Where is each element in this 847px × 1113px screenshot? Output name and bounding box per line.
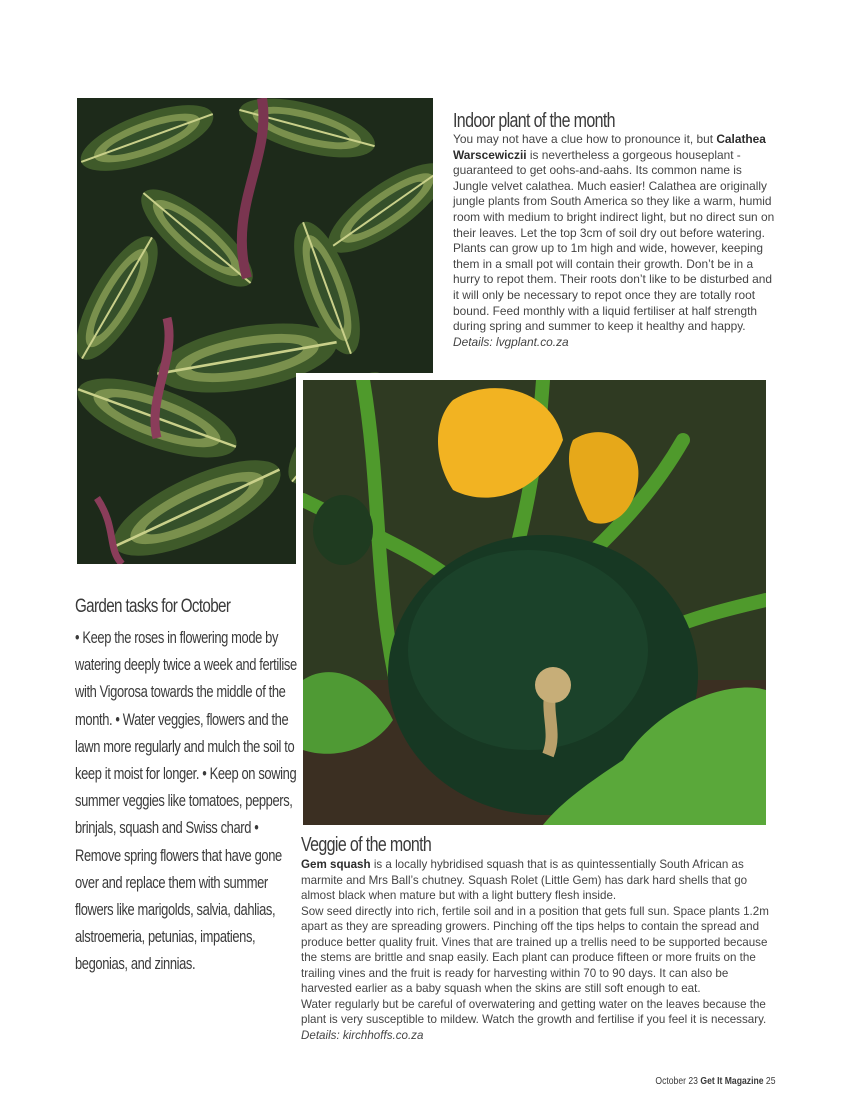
footer-magazine: Get It Magazine — [699, 1075, 764, 1087]
footer-issue: October 23 — [654, 1075, 698, 1087]
indoor-plant-name: Calathea Warscewiczii — [453, 132, 766, 162]
indoor-plant-heading: Indoor plant of the month — [453, 110, 615, 132]
indoor-plant-article — [453, 132, 775, 350]
veggie-paragraph-2: Sow seed directly into rich, fertile soil and in a position that gets full sun. Space plants 1.2m apart as they are spreading growers. Pinching off the tips helps to contain the spread and produce better quality fruit. Vines that are trained up a trellis need to be supported because the stems are brittle and snap easily. Each plant can produce fifteen or more fruits on the trailing vines and the fruit is ready for harvesting within 70 to 90 days. It can also be harvested earlier as a baby squash when the skins are still soft enough to eat. — [301, 904, 769, 995]
garden-tasks-heading: Garden tasks for October — [75, 596, 231, 617]
veggie-paragraph-3 — [301, 997, 771, 1044]
page-footer — [655, 1075, 775, 1087]
veggie-care: Water regularly but be careful of overwatering and getting water on the leaves because the plant is very susceptible to mildew. Watch the growth and fertilise if you feel it is necessary. — [301, 997, 767, 1026]
veggie-name: Gem squash — [301, 858, 371, 871]
indoor-plant-intro: You may not have a clue how to pronounce it, but — [453, 132, 714, 146]
page-number: 25 — [765, 1075, 775, 1087]
indoor-plant-details-link[interactable]: Details: lvgplant.co.za — [453, 334, 569, 349]
veggie-heading: Veggie of the month — [301, 834, 432, 856]
gem-squash-illustration — [303, 380, 766, 825]
indoor-plant-body: is nevertheless a gorgeous houseplant - guaranteed to get oohs-and-aahs. Its common name is Jungle velvet calathea. Much easier! Calathea are originally jungle plants from South America so they like a warm, humid room with medium to bright indirect light, but no direct sun on their leaves. Let the top 3cm of soil dry out before watering. Plants can grow up to 1m high and wide, however, keeping them in a small pot will contain their growth. Don’t be in a hurry to repot them. Their roots don’t like to be disturbed and it will only be necessary to repot once they are totally root bound. Feed monthly with a liquid fertiliser at half strength during spring and summer to keep it healthy and happy. — [453, 147, 775, 334]
gem-squash-photo — [296, 373, 773, 825]
veggie-intro: is a locally hybridised squash that is as quintessentially South African as marmite and Mrs Ball’s chutney. Squash Rolet (Little Gem) has dark hard shells that go almost black when mature but with a light buttery flesh inside. — [301, 858, 748, 902]
veggie-paragraph-1 — [301, 857, 771, 904]
garden-tasks-list: • Keep the roses in flowering mode by watering deeply twice a week and fertilise with Vigorosa towards the middle of the month. • Water veggies, flowers and the lawn more regularly and mulch the soil to keep it moist for longer. • Keep on sowing summer veggies like tomatoes, peppers, brinjals, squash and Swiss chard • Remove spring flowers that have gone over and replace them with summer flowers like marigolds, salvia, dahlias, alstroemeria, petunias, impatiens, begonias, and zinnias. — [75, 628, 297, 974]
veggie-article — [301, 857, 771, 1043]
indoor-plant-paragraph — [453, 132, 775, 350]
veggie-details-link[interactable]: Details: kirchhoffs.co.za — [301, 1028, 424, 1042]
